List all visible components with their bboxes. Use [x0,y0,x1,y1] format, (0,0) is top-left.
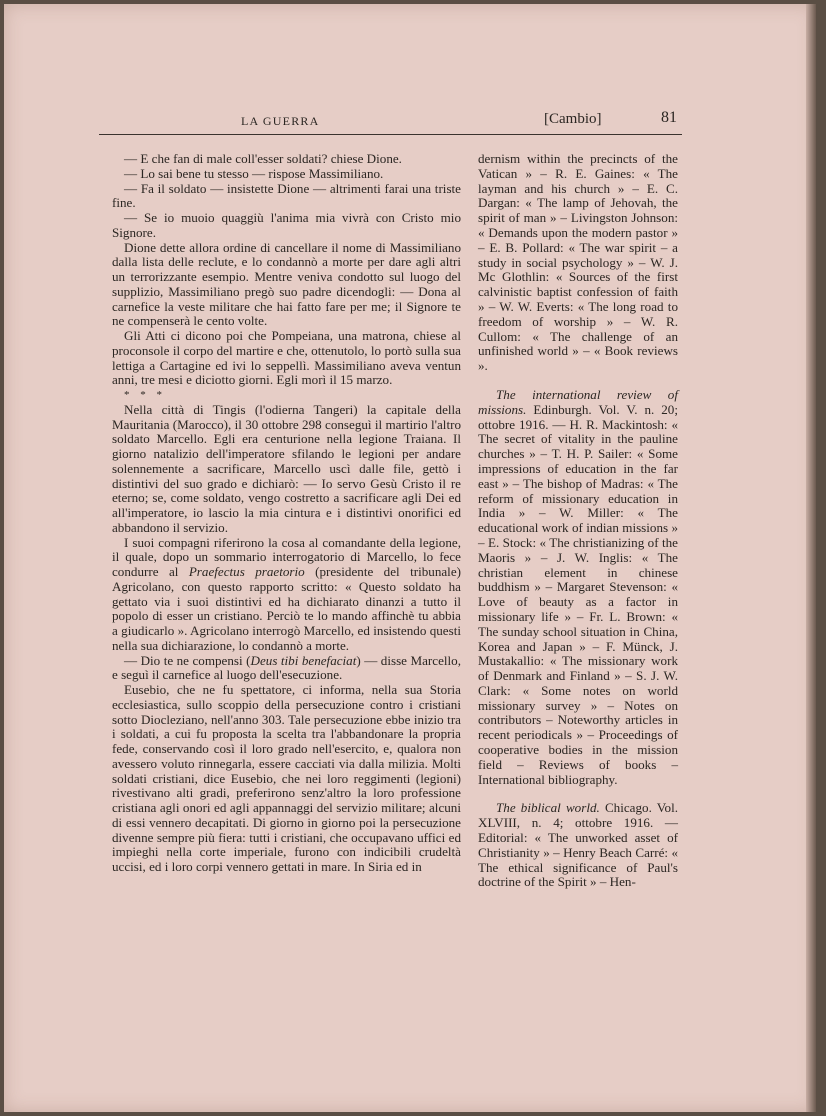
paragraph [112,536,461,654]
paragraph: — Fa il soldato — insistette Dione — altrimenti farai una triste fine. [112,180,461,211]
left-column [112,152,461,875]
text-span: — Dio te ne compensi ( [124,652,251,668]
book-page [4,4,816,1112]
entry-text: Chicago. Vol. XLVIII, n. 4; ottobre 1916. — Editorial: « The unworked asset of Christianity » – Henry Beach Carré: « The ethical significance of Paul's doctrine of the Spirit » – Hen- [478,800,678,890]
paragraph [112,654,461,684]
paragraph: — Lo sai bene tu stesso — rispose Massimiliano. [124,165,384,181]
paragraph: Dione dette allora ordine di cancellare il nome di Massimiliano dalla lista delle reclute, e lo condannò a morte per dare agli altri un terrorizzante esempio. Mentre veniva condotto sul luogo del supplizio, Massimiliano pregò suo padre dicendogli: — Dona al carnefice la veste militare che hai fatto fare per me; il Signore te ne compenserà le cento volte. [112,239,461,329]
paragraph: — Se io muoio quaggiù l'anima mia vivrà con Cristo mio Signore. [112,210,461,240]
page-edge-shadow [806,4,816,1112]
italic-term: Deus tibi benefaciat [250,652,357,668]
paragraph: dernism within the precincts of the Vatican » – R. E. Gaines: « The layman and his church » – E. C. Dargan: « The lamp of Jehovah, the spirit of man » – Livingston Johnson: « Demands upon the modern pastor » – E. B. Pollard: « The war spirit – a study in social psychology » – W. J. Mc Glothlin: « Sources of the first calvinistic baptist confession of faith » – W. W. Everts: « The long road to freedom of worship » – W. R. Cullom: « The challenge of an unfinished world » – « Book reviews ». [478,151,678,374]
spacer [478,787,678,801]
bibliography-entry [478,801,678,890]
italic-term: Praefectus praetorio [188,564,305,579]
running-title: LA GUERRA [241,114,320,128]
spacer [478,374,678,388]
text-span: (presidente del tribunale) Agricolano, con questo rapporto scritto: « Questo soldato ha gettato via i suoi distintivi ed ha dichiarato dinanzi a tutto il popolo di esser un cristiano. Perciò te lo mando affinchè tu abbia a giudicarlo ». Agricolano interrogò Marcello, ed insistendo questi nella sua dichiarazione, lo condannò a morte. [112,564,461,653]
running-header [99,108,689,134]
paragraph: — E che fan di male coll'esser soldati? chiese Dione. [124,151,402,166]
paragraph: Eusebio, che ne fu spettatore, ci informa, nella sua Storia ecclesiastica, sullo scoppio della persecuzione contro i cristiani sotto Diocleziano, nell'anno 303. Tale persecuzione ebbe inizio tra i soldati, a cui fu proposta la scelta tra l'abbandonare la propria fede, conservando così il loro grado nell'esercito, e, qualora non avessero voluto rinnegarla, essere cacciati via dalla milizia. Molti soldati cristiani, dice Eusebio, che nei loro reggimenti (legioni) rivestivano alti gradi, preferirono senz'altro la loro professione cristiana agli onori ed agli appannaggi del servizio militare; alcuni di essi vennero decapitati. Di giorno in giorno poi la persecuzione divenne sempre più fiera: tutti i cristiani, che occupavano uffici ed impieghi nella corte imperiale, furono con indicibili crudeltà uccisi, ed i loro corpi vennero gettati in mare. In Siria ed in [112,682,461,874]
section-separator: * * * [124,389,166,401]
bibliography-entry [478,388,678,788]
text-span: I suoi compagni riferirono la cosa al comandante della legione, il quale, dopo un sommario interrogatorio di Marcello, lo fece condurre al [112,534,461,579]
journal-title: The biblical world. [496,800,600,816]
journal-title: The international review of missions. [478,386,678,417]
section-label: [Cambio] [544,111,602,127]
paragraph: Gli Atti ci dicono poi che Pompeiana, una matrona, chiese al proconsole il corpo del martire e che, ottenutolo, lo portò sulla sua lettiga a Cartagine ed ivi lo seppellì. Massimiliano aveva ventun anni, tre mesi e diciotto giorni. Egli morì il 15 marzo. [112,328,461,388]
right-column [478,152,678,890]
text-span: ) — disse Marcello, e seguì il carnefice al luogo dell'esecuzione. [112,652,461,683]
page-number: 81 [661,109,677,126]
header-rule [99,134,682,135]
entry-text: Edinburgh. Vol. V. n. 20; ottobre 1916. — H. R. Mackintosh: « The secret of vitality in the pauline churches » – T. H. P. Sailer: « Some impressions of education in the far east » – The bishop of Madras: « The reform of missionary education in India » – W. Miller: « The educational work of indian missions » – E. Stock: « The christianizing of the Maoris » – J. W. Inglis: « The christian element in chinese buddhism » – Margaret Stevenson: « Love of beauty as a factor in missionary life » – Fr. L. Brown: « The sunday school situation in China, Korea and Japan » – F. Münck, J. Mustakallio: « The missionary work of Denmark and Finland » – S. J. W. Clark: « Some notes on world missionary survey » – Notes on contributors – Noteworthy articles in recent periodicals » – Proceedings of cooperative bodies in the mission field – Reviews of books – International bibliography. [478,401,678,787]
paragraph: Nella città di Tingis (l'odierna Tangeri) la capitale della Mauritania (Marocco), il 30 ottobre 298 conseguì il martirio l'altro soldato Marcello. Egli era centurione nella legione Traiana. Il giorno natalizio dell'imperatore sfilando le legioni per andare solennemente a sacrificare, Marcello uscì dalle file, gettò i distintivi del suo grado e dichiarò: — Io servo Gesù Cristo il re eterno; se, come soldato, vengo costretto a sacrificare agli Dei ed all'imperatore, io lascio la mia cintura e i distintivi onorifici ed abbandono il servizio. [112,401,461,535]
